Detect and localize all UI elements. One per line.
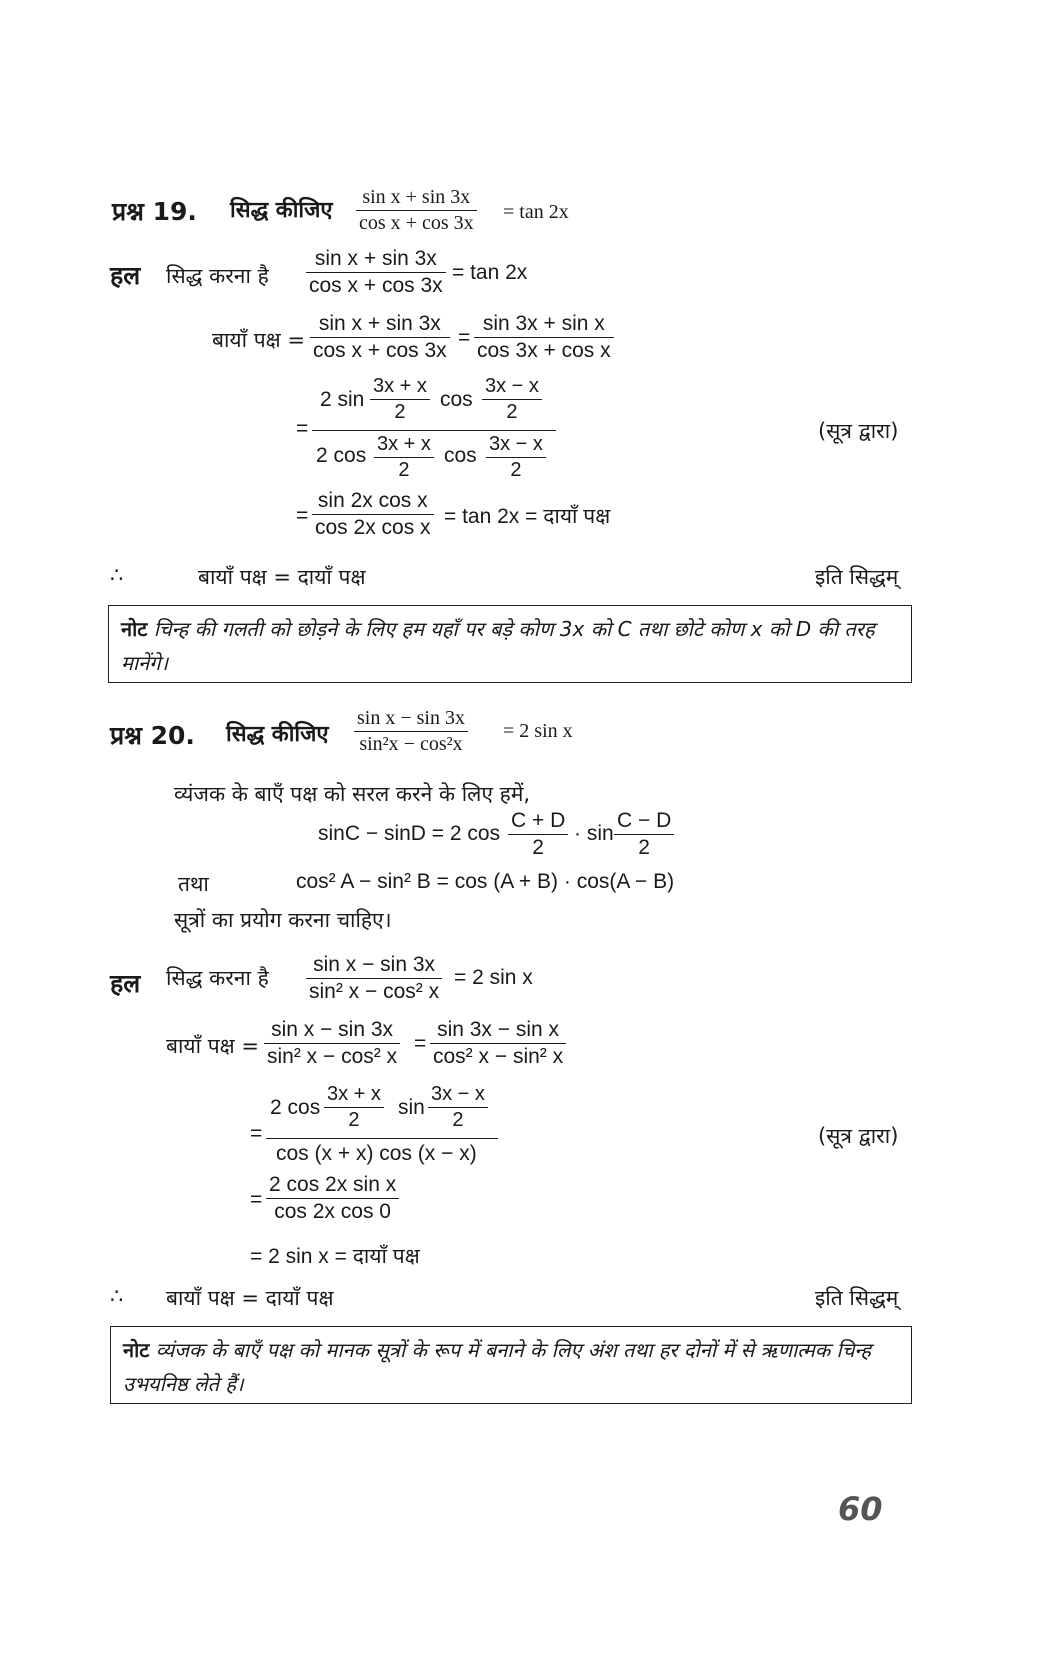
numerator-text: 2 cos — [270, 1096, 321, 1119]
q20-lhs-label: बायाँ पक्ष = — [166, 1034, 259, 1058]
denominator: cos x + cos 3x — [359, 212, 474, 234]
numerator: 2 cos 2x sin x — [269, 1173, 397, 1196]
denominator-text: 2 cos — [316, 444, 367, 467]
q20-to-prove-rhs: = 2 sin x — [454, 966, 533, 989]
note-label: नोट — [121, 617, 148, 641]
q19-instruction: सिद्ध कीजिए — [230, 198, 333, 223]
page-number: 60 — [838, 1490, 883, 1528]
small-fraction — [614, 808, 674, 862]
q20-formula-1: sinC − sinD = 2 cos — [318, 822, 501, 845]
q20-formula-1-sin: · sin — [574, 822, 614, 845]
denominator: sin² x − cos² x — [309, 980, 440, 1004]
q19-lhs-fraction-1 — [310, 311, 450, 365]
q19-qed: इति सिद्धम् — [815, 565, 899, 589]
numerator: 3x − x — [489, 433, 543, 455]
q19-solution-label: हल — [110, 261, 141, 290]
q20-instruction: सिद्ध कीजिए — [226, 722, 329, 747]
small-fraction — [486, 432, 546, 483]
q20-and-word: तथा — [178, 872, 209, 896]
numerator: 3x − x — [485, 375, 539, 397]
q20-to-prove: सिद्ध करना है — [166, 966, 269, 990]
q19-step3-fraction — [312, 488, 434, 542]
denominator-text: cos — [444, 444, 477, 467]
equals-sign: = — [250, 1122, 263, 1145]
denominator-text: cos (x + x) cos (x − x) — [276, 1142, 477, 1165]
q19-to-prove-fraction — [306, 246, 446, 300]
note-label: नोट — [123, 1338, 150, 1362]
numerator: sin x − sin 3x — [357, 707, 465, 729]
denominator: sin²x − cos²x — [359, 733, 463, 755]
q20-step4: = 2 sin x = दायाँ पक्ष — [250, 1245, 420, 1268]
q19-lhs-label: बायाँ पक्ष = — [212, 328, 305, 352]
denominator: cos 3x + cos x — [477, 339, 611, 363]
q20-solution-label: हल — [110, 969, 141, 998]
therefore-symbol: ∴ — [110, 1284, 124, 1308]
numerator: C − D — [617, 809, 672, 832]
note-text: चिन्ह की गलती को छोड़ने के लिए हम यहाँ पर बड़े कोण 3x को C तथा छोटे कोण x को D की तरह मानेंगे। — [121, 617, 875, 675]
q20-conclusion: बायाँ पक्ष = दायाँ पक्ष — [166, 1286, 334, 1310]
q20-qed: इति सिद्धम् — [815, 1286, 899, 1310]
main-fraction-bar — [266, 1138, 498, 1139]
equals-sign: = — [458, 326, 471, 349]
note-box-1 — [108, 605, 912, 683]
numerator: C + D — [511, 809, 566, 832]
small-fraction — [370, 374, 430, 425]
note-text: व्यंजक के बाएँ पक्ष को मानक सूत्रों के रूप में बनाने के लिए अंश तथा हर दोनों में से ऋणात्मक चिन्ह उभयनिष्ठ लेते हैं। — [123, 1338, 872, 1396]
q20-by-formula: (सूत्र द्वारा) — [818, 1124, 899, 1148]
q20-to-prove-fraction — [306, 952, 442, 1006]
numerator: sin x + sin 3x — [318, 312, 441, 335]
q19-label: प्रश्न 19. — [112, 197, 197, 226]
small-fraction — [374, 432, 434, 483]
q19-lhs-fraction-2 — [474, 311, 614, 365]
main-fraction-bar — [312, 430, 556, 431]
denominator: 2 — [394, 401, 406, 423]
q20-compound-fraction — [266, 1082, 498, 1168]
numerator: sin 2x cos x — [317, 489, 428, 512]
numerator-text: sin — [398, 1096, 425, 1119]
numerator-text: 2 sin — [320, 388, 365, 411]
q20-step3-fraction — [266, 1172, 399, 1226]
numerator: 3x + x — [373, 375, 427, 397]
denominator: cos x + cos 3x — [313, 339, 447, 363]
q20-lhs-fraction-2 — [430, 1017, 566, 1071]
denominator: 2 — [638, 836, 650, 860]
q20-hint-intro: व्यंजक के बाएँ पक्ष को सरल करने के लिए हमें, — [174, 782, 531, 806]
numerator: 3x + x — [377, 433, 431, 455]
numerator: sin x − sin 3x — [271, 1018, 394, 1041]
numerator: 3x − x — [431, 1083, 485, 1105]
q19-to-prove: सिद्ध करना है — [166, 264, 269, 288]
denominator: cos 2x cos x — [315, 516, 431, 540]
q19-step3-rhs: = tan 2x = दायाँ पक्ष — [444, 505, 611, 528]
small-fraction — [482, 374, 542, 425]
denominator: 2 — [348, 1109, 360, 1131]
denominator: 2 — [532, 836, 544, 860]
q20-lhs-fraction-1 — [264, 1017, 400, 1071]
equals-sign: = — [296, 504, 309, 527]
numerator-text: cos — [440, 388, 473, 411]
small-fraction — [324, 1082, 384, 1133]
numerator: 3x + x — [327, 1083, 381, 1105]
denominator: 2 — [506, 401, 518, 423]
q20-hint-end: सूत्रों का प्रयोग करना चाहिए। — [174, 908, 392, 932]
small-fraction — [428, 1082, 488, 1133]
q19-to-prove-rhs: = tan 2x — [452, 261, 528, 284]
q20-statement-rhs: = 2 sin x — [503, 720, 573, 742]
numerator: sin x + sin 3x — [362, 186, 471, 208]
q19-statement-fraction — [356, 185, 477, 236]
q20-statement-fraction — [354, 706, 468, 757]
q20-formula-2: cos² A − sin² B = cos (A + B) · cos(A − B) — [296, 870, 675, 893]
q19-statement-rhs: = tan 2x — [503, 201, 569, 223]
numerator: sin x − sin 3x — [313, 953, 436, 976]
equals-sign: = — [250, 1188, 263, 1211]
denominator: sin² x − cos² x — [267, 1045, 398, 1069]
numerator: sin 3x + sin x — [482, 312, 605, 335]
q20-label: प्रश्न 20. — [110, 721, 195, 750]
denominator: cos x + cos 3x — [309, 274, 443, 298]
therefore-symbol: ∴ — [110, 563, 124, 587]
denominator: cos 2x cos 0 — [274, 1200, 391, 1224]
q19-compound-fraction — [312, 374, 556, 486]
note-box-2 — [110, 1326, 912, 1404]
equals-sign: = — [296, 417, 309, 440]
numerator: sin 3x − sin x — [437, 1018, 560, 1041]
numerator: sin x + sin 3x — [314, 247, 437, 270]
denominator: 2 — [398, 459, 410, 481]
q19-by-formula: (सूत्र द्वारा) — [818, 419, 899, 443]
denominator: cos² x − sin² x — [433, 1045, 564, 1069]
equals-sign: = — [414, 1032, 427, 1055]
denominator: 2 — [452, 1109, 464, 1131]
denominator: 2 — [510, 459, 522, 481]
small-fraction — [508, 808, 568, 862]
q19-conclusion: बायाँ पक्ष = दायाँ पक्ष — [198, 565, 366, 589]
